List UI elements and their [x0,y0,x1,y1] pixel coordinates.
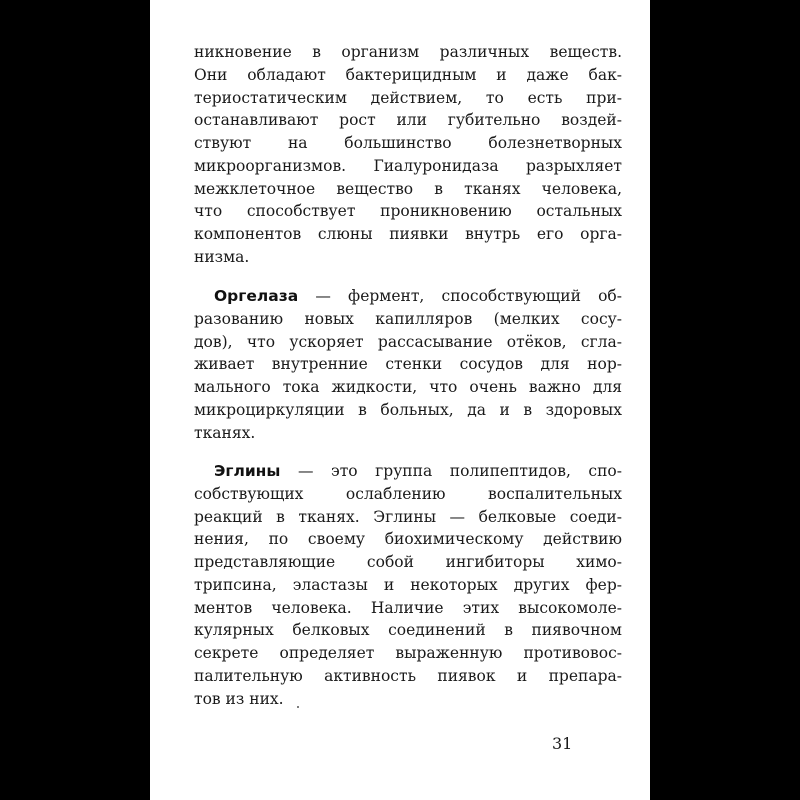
text-line: микроциркуляции в больных, да и в здоровых [194,400,622,419]
text-line: ствуют на большинство болезнетворных [194,134,622,152]
text-line: кулярных белковых соединений в пиявочном [194,621,622,640]
text-line: тов из них. [194,689,284,708]
text-line: тканях. [194,423,256,442]
text-line: териостатическим действием, то есть при- [194,88,622,107]
text-line [194,460,622,483]
text-line: межклеточное вещество в тканях человека, [194,179,622,198]
term-definition-start: — это группа полипептидов, спо- [280,462,622,480]
text-line: микроорганизмов. Гиалуронидаза разрыхляет [194,156,622,175]
text-line: мального тока жидкости, что очень важно для [194,378,622,396]
paragraph-orgelaza [194,285,622,444]
text-line: Они обладают бактерицидным и даже бак- [194,65,622,84]
text-line: никновение в организм различных веществ. [194,43,622,61]
text-line: ментов человека. Наличие этих высокомоле- [194,598,622,617]
paragraph-enzymes-continuation [194,41,622,269]
print-speck [297,706,299,708]
term-orgelaza: Оргелаза [214,287,299,305]
text-line: палительную активность пиявок и препара- [194,666,622,685]
page-number: 31 [552,734,573,753]
text-line: дов), что ускоряет рассасывание отёков, сгла- [194,332,622,351]
text-line: трипсина, эластазы и некоторых других фер- [194,575,622,594]
text-line: нения, по своему биохимическому действию [194,530,622,549]
text-line: секрете определяет выраженную противовос- [194,644,622,662]
paragraph-eglins [194,460,622,710]
term-eglins: Эглины [214,462,281,480]
text-line [194,285,622,308]
text-line: собствующих ослаблению воспалительных [194,484,622,503]
text-line: останавливают рост или губительно воздей- [194,111,622,130]
text-line: разованию новых капилляров (мелких сосу- [194,309,622,328]
text-line: компонентов слюны пиявки внутрь его орга- [194,225,622,243]
text-line: низма. [194,247,250,266]
text-line: что способствует проникновению остальных [194,202,622,221]
book-page [150,0,650,800]
term-definition-start: — фермент, способствующий об- [298,287,622,305]
text-line: реакций в тканях. Эглины — белковые соеди- [194,507,622,526]
text-line: представляющие собой ингибиторы химо- [194,553,622,571]
text-line: живает внутренние стенки сосудов для нор- [194,355,622,374]
